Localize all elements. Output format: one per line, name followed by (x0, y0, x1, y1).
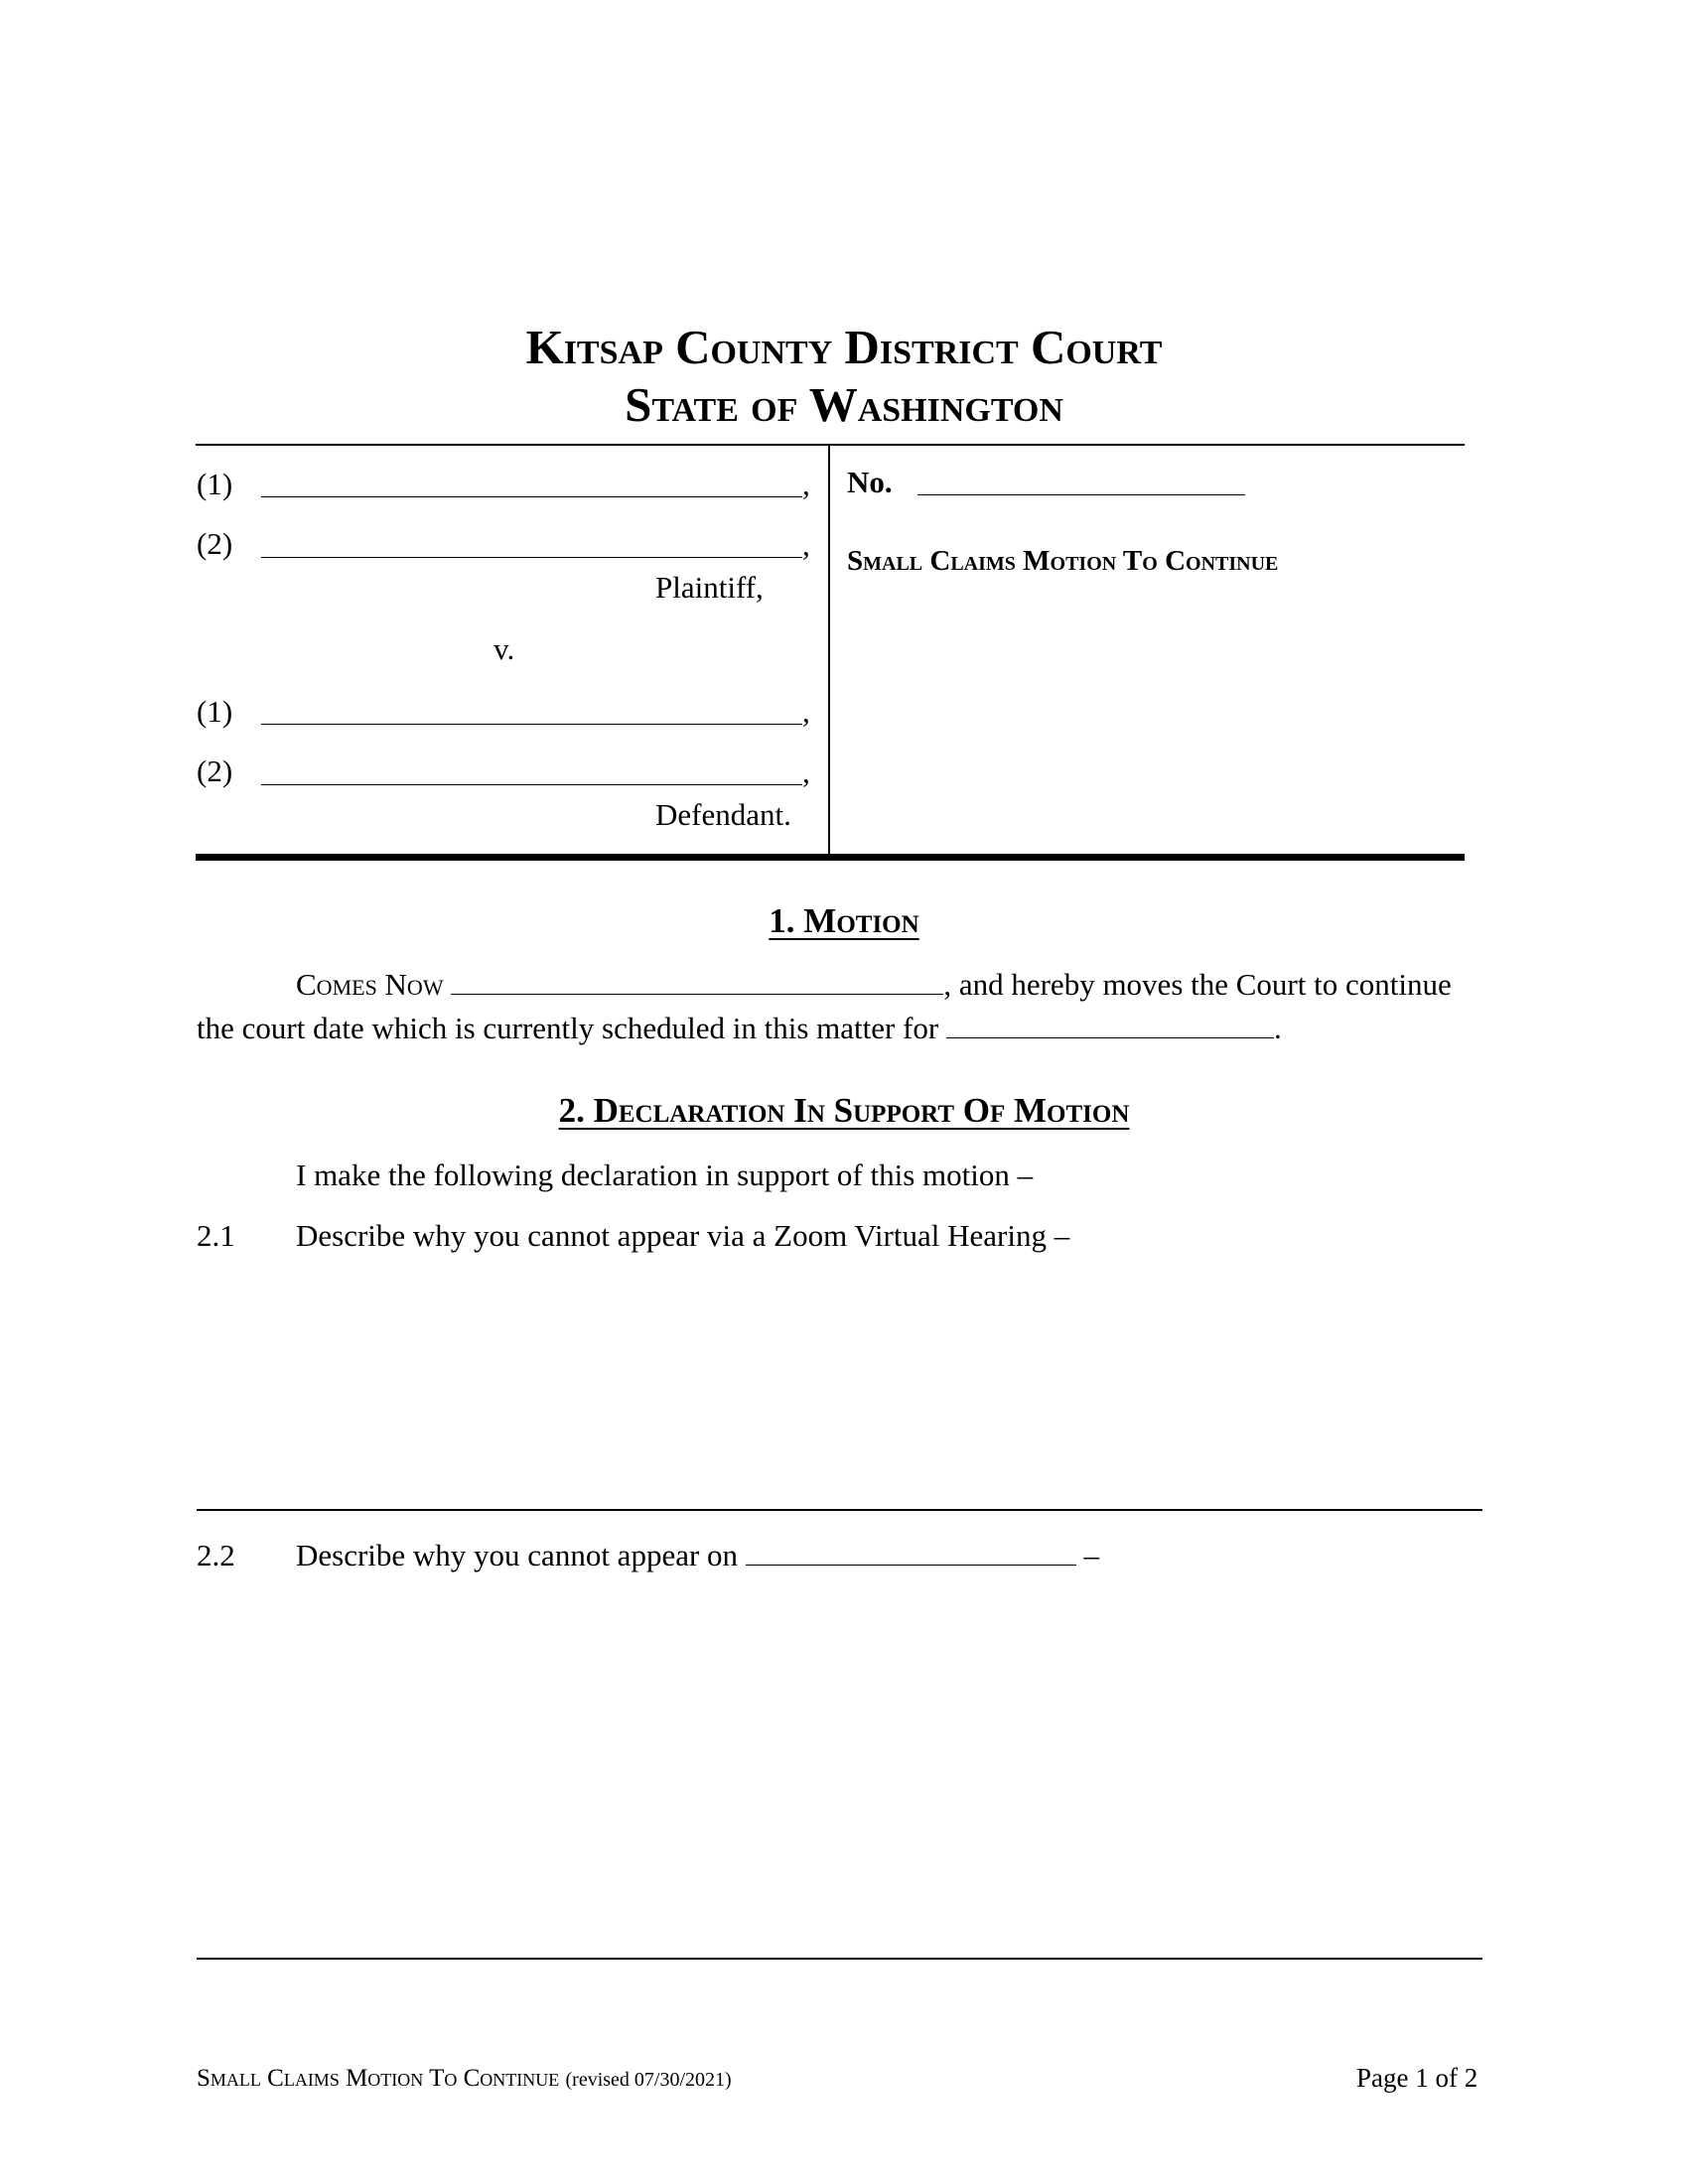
comes-now-label: Comes Now (296, 967, 444, 1002)
section-2-heading: 2. Declaration In Support Of Motion (558, 1091, 1130, 1130)
motion-text-2: the court date which is currently scheduled in this matter for (197, 1011, 939, 1045)
caption-top-rule (196, 444, 1465, 446)
footer-revised: (revised 07/30/2021) (565, 2069, 732, 2091)
item-2-1-answer-area[interactable] (197, 1261, 1482, 1504)
item-2-1-answer-rule (197, 1509, 1482, 1511)
defendant-2-comma: , (802, 754, 810, 789)
declaration-intro: I make the following declaration in support of this motion – (296, 1158, 1034, 1192)
form-title: Small Claims Motion To Continue (847, 545, 1279, 577)
plaintiff-1-number: (1) (197, 467, 233, 501)
defendant-label: Defendant. (655, 797, 791, 832)
case-number-label: No. (847, 465, 893, 499)
defendant-1-field[interactable] (261, 724, 802, 725)
plaintiff-2-number: (2) (197, 526, 233, 561)
defendant-1-number: (1) (197, 694, 233, 729)
plaintiff-1-comma: , (802, 467, 810, 501)
movant-name-field[interactable] (451, 994, 943, 995)
case-number-field[interactable] (917, 494, 1245, 495)
plaintiff-label: Plaintiff, (655, 570, 764, 605)
motion-period: . (1273, 1011, 1282, 1045)
motion-line-1 (296, 969, 1452, 1000)
unavailable-date-field[interactable] (746, 1565, 1076, 1566)
footer-form-name: Small Claims Motion To Continue (197, 2065, 560, 2092)
plaintiff-2-field[interactable] (261, 557, 802, 558)
versus-label: v. (493, 631, 515, 666)
scheduled-date-field[interactable] (946, 1037, 1274, 1038)
item-2-2-answer-area[interactable] (197, 1583, 1482, 1951)
court-name: Kitsap County District Court (525, 320, 1163, 374)
section-1-heading: 1. Motion (769, 901, 919, 940)
item-2-2-answer-rule (197, 1958, 1482, 1960)
item-2-1-number: 2.1 (197, 1218, 235, 1253)
item-2-2-text: Describe why you cannot appear on (296, 1538, 739, 1572)
plaintiff-2-comma: , (802, 527, 810, 562)
motion-text-1: , and hereby moves the Court to continue (943, 967, 1452, 1002)
motion-line-2 (197, 1013, 1282, 1043)
footer-form-info (197, 2066, 732, 2091)
footer-page-number: Page 1 of 2 (1356, 2063, 1478, 2093)
item-2-2-number: 2.2 (197, 1538, 235, 1572)
defendant-1-comma: , (802, 694, 810, 729)
caption-bottom-rule (196, 854, 1465, 861)
defendant-2-number: (2) (197, 753, 233, 788)
plaintiff-1-field[interactable] (261, 496, 802, 497)
caption-divider (828, 446, 830, 855)
item-2-1-text: Describe why you cannot appear via a Zoom Virtual Hearing – (296, 1218, 1070, 1253)
item-2-2-line (296, 1540, 1099, 1570)
court-state: State of Washington (625, 377, 1063, 432)
defendant-2-field[interactable] (261, 784, 802, 785)
item-2-2-dash: – (1083, 1538, 1100, 1572)
